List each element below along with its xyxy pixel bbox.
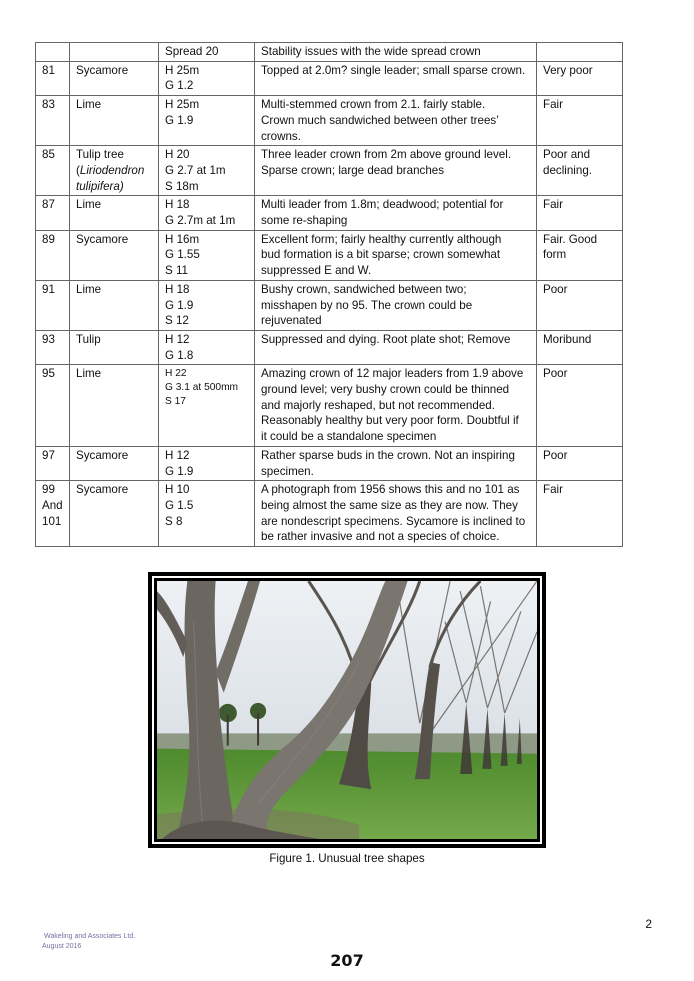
cell-line: misshapen by no 95. The crown could be bbox=[261, 298, 473, 312]
table-row bbox=[36, 365, 623, 447]
cell-line: 91 bbox=[42, 282, 55, 296]
cell-num bbox=[36, 146, 70, 196]
cell-dims bbox=[159, 330, 255, 364]
cell-line: Poor bbox=[543, 282, 568, 296]
cell-num bbox=[36, 96, 70, 146]
cell-line: G 2.7m at 1m bbox=[165, 214, 236, 228]
cell-species bbox=[70, 196, 159, 230]
cell-notes bbox=[255, 61, 537, 95]
cell-line: H 16m bbox=[165, 232, 200, 246]
cell-line: S 8 bbox=[165, 514, 183, 528]
cell-line: some re-shaping bbox=[261, 214, 348, 228]
cell-line: Spread 20 bbox=[165, 45, 219, 58]
figure-caption: Figure 1. Unusual tree shapes bbox=[269, 852, 425, 865]
cell-condition bbox=[537, 365, 623, 447]
cell-line: form bbox=[543, 248, 567, 262]
table-row bbox=[36, 481, 623, 547]
cell-line: Suppressed and dying. Root plate shot; Remove bbox=[261, 332, 511, 346]
table-row bbox=[36, 446, 623, 480]
cell-line: S 11 bbox=[165, 264, 188, 278]
cell-line: Poor bbox=[543, 367, 568, 381]
cell-dims bbox=[159, 61, 255, 95]
table-row bbox=[36, 330, 623, 364]
cell-line: Lime bbox=[76, 98, 102, 112]
table-row bbox=[36, 43, 623, 62]
table-row bbox=[36, 146, 623, 196]
cell-species bbox=[70, 96, 159, 146]
cell-line: Tulip tree bbox=[76, 148, 124, 162]
cell-notes bbox=[255, 330, 537, 364]
cell-line: tulipifera) bbox=[76, 179, 124, 193]
cell-line: (Liriodendron bbox=[76, 163, 145, 177]
cell-line: Poor bbox=[543, 448, 568, 462]
cell-condition bbox=[537, 196, 623, 230]
cell-notes bbox=[255, 230, 537, 280]
cell-line: S 18m bbox=[165, 179, 199, 193]
cell-line: Very poor bbox=[543, 63, 593, 77]
cell-species bbox=[70, 43, 159, 62]
tree-table-body bbox=[36, 43, 623, 547]
cell-condition bbox=[537, 481, 623, 547]
cell-line: Three leader crown from 2m above ground level. bbox=[261, 148, 512, 162]
cell-dims bbox=[159, 96, 255, 146]
cell-line: Stability issues with the wide spread crown bbox=[261, 45, 481, 58]
cell-line: 83 bbox=[42, 98, 55, 112]
bottom-page-number: 207 bbox=[330, 951, 364, 970]
cell-line: Sycamore bbox=[76, 483, 129, 497]
cell-species bbox=[70, 365, 159, 447]
cell-line: G 1.9 bbox=[165, 298, 194, 312]
cell-line: S 12 bbox=[165, 314, 189, 328]
cell-line: Moribund bbox=[543, 332, 592, 346]
cell-line: Sycamore bbox=[76, 232, 129, 246]
cell-dims bbox=[159, 230, 255, 280]
cell-species bbox=[70, 61, 159, 95]
cell-line: specimen. bbox=[261, 464, 314, 478]
cell-line: Topped at 2.0m? single leader; small sparse crown. bbox=[261, 63, 526, 77]
cell-notes bbox=[255, 196, 537, 230]
cell-condition bbox=[537, 280, 623, 330]
cell-num bbox=[36, 330, 70, 364]
cell-line: suppressed E and W. bbox=[261, 264, 372, 278]
cell-num bbox=[36, 446, 70, 480]
cell-line: 101 bbox=[42, 514, 62, 528]
cell-line: Fair bbox=[543, 483, 563, 497]
cell-line: 81 bbox=[42, 63, 55, 77]
cell-line: Multi-stemmed crown from 2.1. fairly stable. bbox=[261, 98, 486, 112]
cell-dims bbox=[159, 481, 255, 547]
cell-line: 99 bbox=[42, 483, 55, 497]
cell-species bbox=[70, 146, 159, 196]
cell-line: Rather sparse buds in the crown. Not an inspiring bbox=[261, 448, 515, 462]
cell-line: H 25m bbox=[165, 98, 200, 112]
cell-dims bbox=[159, 146, 255, 196]
cell-line: Fair bbox=[543, 98, 563, 112]
cell-line: G 1.9 bbox=[165, 464, 194, 478]
cell-condition bbox=[537, 43, 623, 62]
cell-dims bbox=[159, 280, 255, 330]
table-row bbox=[36, 196, 623, 230]
cell-notes bbox=[255, 446, 537, 480]
cell-line: H 12 bbox=[165, 448, 190, 462]
cell-line: G 1.2 bbox=[165, 79, 194, 93]
cell-line: G 1.8 bbox=[165, 348, 194, 362]
cell-line: G 1.9 bbox=[165, 113, 194, 127]
cell-line: And bbox=[42, 498, 63, 512]
cell-line: H 25m bbox=[165, 63, 200, 77]
cell-notes bbox=[255, 481, 537, 547]
cell-line: be rather invasive and not a species of choice. bbox=[261, 530, 500, 544]
cell-condition bbox=[537, 446, 623, 480]
cell-line: Amazing crown of 12 major leaders from 1.9 above bbox=[261, 367, 524, 381]
cell-line: Sycamore bbox=[76, 63, 129, 77]
cell-line: H 12 bbox=[165, 332, 190, 346]
cell-species bbox=[70, 481, 159, 547]
cell-num bbox=[36, 365, 70, 447]
cell-line: A photograph from 1956 shows this and no 101 as bbox=[261, 483, 520, 497]
cell-line: ground level; very bushy crown could be thinned bbox=[261, 383, 510, 397]
cell-line: G 1.5 bbox=[165, 498, 194, 512]
cell-num bbox=[36, 196, 70, 230]
cell-line: crowns. bbox=[261, 129, 301, 143]
figure-photo-frame bbox=[148, 572, 546, 848]
cell-condition bbox=[537, 96, 623, 146]
footer-company: Wakeling and Associates Ltd. bbox=[44, 933, 136, 940]
tree-survey-table bbox=[35, 42, 623, 547]
cell-notes bbox=[255, 43, 537, 62]
cell-notes bbox=[255, 146, 537, 196]
cell-num bbox=[36, 280, 70, 330]
page-number: 2 bbox=[645, 917, 652, 931]
cell-line: Reasonably healthy but very poor form. Doubtful if bbox=[261, 414, 519, 428]
table-row bbox=[36, 61, 623, 95]
cell-line: H 18 bbox=[165, 198, 190, 212]
cell-line: Multi leader from 1.8m; deadwood; potential for bbox=[261, 198, 504, 212]
cell-species bbox=[70, 280, 159, 330]
cell-notes bbox=[255, 96, 537, 146]
cell-line: 97 bbox=[42, 448, 55, 462]
cell-condition bbox=[537, 330, 623, 364]
footer-date: August 2016 bbox=[42, 943, 82, 950]
cell-line: G 1.55 bbox=[165, 248, 200, 262]
cell-line: Sparse crown; large dead branches bbox=[261, 163, 445, 177]
cell-line: G 3.1 at 500mm bbox=[165, 382, 239, 394]
cell-line: Poor and bbox=[543, 148, 591, 162]
cell-line: Lime bbox=[76, 198, 102, 212]
cell-line: 85 bbox=[42, 148, 55, 162]
cell-species bbox=[70, 446, 159, 480]
cell-notes bbox=[255, 365, 537, 447]
cell-line: bud formation is a bit sparse; crown somewhat bbox=[261, 248, 501, 262]
cell-line: are nondescript specimens. Sycamore is inclined to bbox=[261, 514, 526, 528]
cell-num bbox=[36, 43, 70, 62]
cell-line: S 17 bbox=[165, 396, 186, 408]
cell-species bbox=[70, 230, 159, 280]
cell-num bbox=[36, 61, 70, 95]
cell-notes bbox=[255, 280, 537, 330]
cell-condition bbox=[537, 146, 623, 196]
cell-num bbox=[36, 481, 70, 547]
cell-line: 89 bbox=[42, 232, 55, 246]
cell-dims bbox=[159, 196, 255, 230]
cell-line: it could be a standalone specimen bbox=[261, 430, 437, 444]
cell-condition bbox=[537, 61, 623, 95]
cell-line: 93 bbox=[42, 332, 55, 346]
tree-photo bbox=[157, 581, 537, 839]
table-row bbox=[36, 230, 623, 280]
cell-line: H 10 bbox=[165, 483, 190, 497]
cell-line: rejuvenated bbox=[261, 314, 322, 328]
cell-line: Fair bbox=[543, 198, 563, 212]
cell-line: H 22 bbox=[165, 368, 187, 380]
table-row bbox=[36, 280, 623, 330]
cell-condition bbox=[537, 230, 623, 280]
cell-species bbox=[70, 330, 159, 364]
cell-line: being almost the same size as they are now. They bbox=[261, 498, 518, 512]
table-row bbox=[36, 96, 623, 146]
cell-line: Excellent form; fairly healthy currently although bbox=[261, 232, 502, 246]
cell-dims bbox=[159, 43, 255, 62]
cell-line: Sycamore bbox=[76, 448, 129, 462]
cell-line: 95 bbox=[42, 367, 55, 381]
figure-photo-inner bbox=[152, 576, 542, 844]
cell-line: Bushy crown, sandwiched between two; bbox=[261, 282, 467, 296]
cell-dims bbox=[159, 446, 255, 480]
cell-line: Lime bbox=[76, 367, 102, 381]
cell-line: H 20 bbox=[165, 148, 190, 162]
cell-num bbox=[36, 230, 70, 280]
cell-line: Lime bbox=[76, 282, 102, 296]
cell-line: G 2.7 at 1m bbox=[165, 163, 226, 177]
cell-dims bbox=[159, 365, 255, 447]
cell-line: Fair. Good bbox=[543, 232, 598, 246]
cell-line: Crown much sandwiched between other trees’ bbox=[261, 113, 499, 127]
cell-line: declining. bbox=[543, 163, 592, 177]
cell-line: Tulip bbox=[76, 332, 101, 346]
cell-line: and majorly reshaped, but not recommended. bbox=[261, 398, 495, 412]
cell-line: H 18 bbox=[165, 282, 190, 296]
cell-line: 87 bbox=[42, 198, 55, 212]
